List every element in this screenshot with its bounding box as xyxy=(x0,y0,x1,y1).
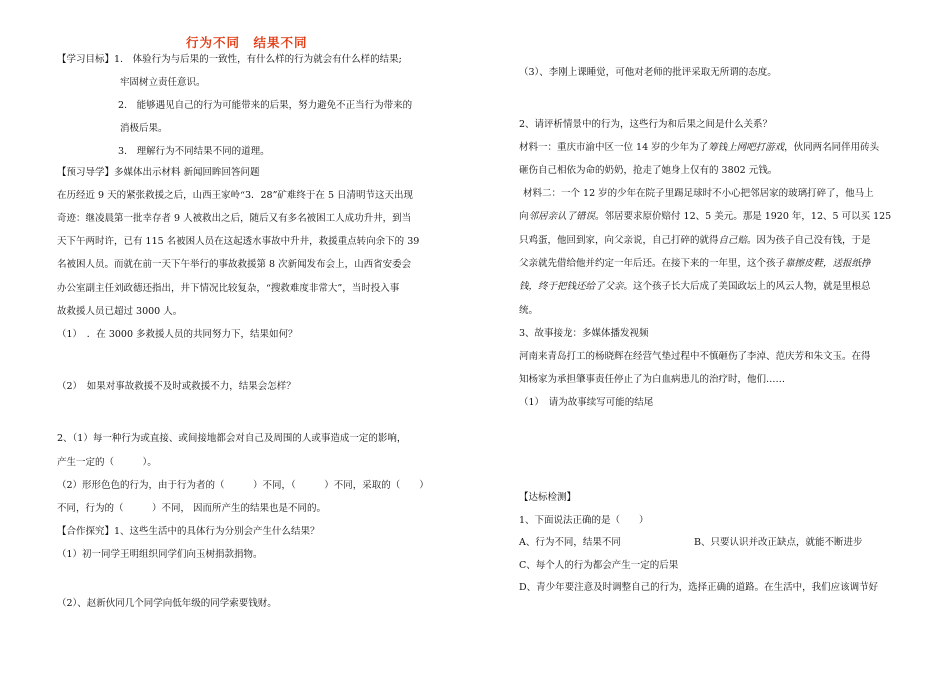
story-line-2: 知杨家为承担肇事责任停止了为白血病患儿的治疗时，他们…… xyxy=(519,374,786,385)
material-1-suffix: ，伙同两名同伴用砖头 xyxy=(784,142,880,153)
question-2: （2） 如果对事故救援不及时或救援不力，结果会怎样？ xyxy=(57,381,296,392)
material-2-l2-prefix: 向 xyxy=(519,211,529,222)
material-2-l2-italic: 邻居亲认了错误 xyxy=(528,211,596,222)
question-3: （3）、李刚上课睡觉，可他对老师的批评采取无所谓的态度。 xyxy=(519,67,777,78)
news-line-3: 天下午两时许，已有 115 名被困人员在这起透水事故中升井，救援重点转向余下的 39 xyxy=(57,236,420,247)
news-line-2: 奇迹：继凌晨第一批幸存者 9 人被救出之后，随后又有多名被困工人成功升井，到当 xyxy=(57,213,412,224)
preview-label: 【预习导学】 xyxy=(57,167,115,178)
option-d: D、青少年要注意及时调整自己的行为，选择正确的道路。在生活中，我们应该调节好 xyxy=(519,582,879,593)
material-2-l5-suffix: 。这个孩子长大后成了美国政坛上的风云人物，就是里根总 xyxy=(623,281,871,292)
option-a: A、行为不同，结果不同 xyxy=(519,537,621,548)
material-2-line-1: 材料二：一个 12 岁的少年在院子里踢足球时不小心把邻居家的玻璃打碎了，他马上 xyxy=(523,188,874,199)
item2-line-3: （2）形形色色的行为，由于行为者的（ ）不同，（ ）不同，采取的（ ） xyxy=(57,480,429,491)
item2-prompt: 2、请评析情景中的行为，这些行为和后果之间是什么关系？ xyxy=(519,119,773,130)
material-1-prefix: 材料一：重庆市渝中区一位 14 岁的少年为了 xyxy=(519,142,709,153)
objectives-label: 【学习目标】 xyxy=(57,54,115,65)
objective-3: 3. 理解行为不同结果不同的道理。 xyxy=(118,146,270,157)
preview-text: 多媒体出示材料 新闻回眸回答问题 xyxy=(114,167,260,178)
material-1-line-1 xyxy=(519,142,879,154)
coop-line xyxy=(57,526,320,538)
material-1-italic: 筹钱上网吧打游戏 xyxy=(708,142,785,153)
page-title: 行为不同 结果不同 xyxy=(186,35,308,50)
question-1: （1） ．在 3000 多救援人员的共同努力下，结果如何？ xyxy=(57,329,298,340)
material-2-line-3 xyxy=(519,235,871,247)
news-line-4: 名被困人员。而就在前一天下午举行的事故救援第 8 次新闻发布会上，山西省安委会 xyxy=(57,259,412,270)
objective-2: 2. 能够遇见自己的行为可能带来的后果，努力避免不正当行为带来的 xyxy=(118,100,413,111)
news-line-6: 故救援人员已超过 3000 人。 xyxy=(57,306,183,317)
material-2-l3-prefix: 只鸡蛋，他回到家，向父亲说，自己打碎的就得 xyxy=(519,235,719,246)
coop-text: 1、这些生活中的具体行为分别会产生什么结果？ xyxy=(114,526,320,537)
item3-heading: 3、故事接龙：多媒体播发视频 xyxy=(519,328,649,339)
item2-line-2: 产生一定的（ ）。 xyxy=(57,457,157,468)
coop-label: 【合作探究】 xyxy=(57,526,115,537)
objective-1: 1. 体验行为与后果的一致性，有什么样的行为就会有什么样的结果; xyxy=(114,54,402,65)
option-c: C、每个人的行为都会产生一定的后果 xyxy=(519,560,679,571)
objectives-line-1 xyxy=(57,54,402,66)
material-2-l4-italic: 靠擦皮鞋，送报纸挣 xyxy=(785,258,871,269)
preview-line xyxy=(57,167,260,179)
option-b: B、只要认识并改正缺点，就能不断进步 xyxy=(694,537,863,548)
material-2-l5-italic: 钱，终于把钱还给了父亲 xyxy=(519,281,624,292)
material-2-line-5 xyxy=(519,281,871,293)
item2-line-4: 不同，行为的（ ）不同， 因而所产生的结果也是不同的。 xyxy=(57,503,327,514)
story-question: （1） 请为故事续写可能的结尾 xyxy=(519,397,654,408)
material-1-line-2: 砸伤自己相依为命的奶奶，抢走了她身上仅有的 3802 元钱。 xyxy=(519,165,778,176)
news-line-1: 在历经近 9 天的紧张救援之后，山西王家岭“3．28”矿难终于在 5 日清明节这天出现 xyxy=(57,190,414,201)
story-line-1: 河南来青岛打工的杨晓辉在经营气垫过程中不慎砸伤了李淖、范庆芳和朱文玉。在得 xyxy=(519,351,871,362)
material-2-l4-text: 父亲就先借给他并约定一年后还。在接下来的一年里，这个孩子 xyxy=(519,258,786,269)
objective-2-cont: 消极后果。 xyxy=(120,123,168,134)
check-label: 【达标检测】 xyxy=(519,492,577,503)
material-2-line-4 xyxy=(519,258,871,270)
material-2-l3-suffix: 。因为孩子自己没有钱，于是 xyxy=(747,235,871,246)
coop-item-1: （1）初一同学王明组织同学们向玉树捐款捐物。 xyxy=(57,549,263,560)
material-2-l3-italic: 自己赔 xyxy=(718,235,748,246)
coop-item-2: （2）、赵新伙同几个同学向低年级的同学索要钱财。 xyxy=(57,598,277,609)
material-2-line-2 xyxy=(519,211,891,223)
item2-line-1: 2、（1）每一种行为或直接、或间接地都会对自己及周围的人或事造成一定的影响， xyxy=(57,433,407,444)
objective-1-cont: 牢固树立责任意识。 xyxy=(120,77,206,88)
material-2-line-6: 统。 xyxy=(519,305,539,316)
material-2-l2-suffix: 。邻居要求原价赔付 12、5 美元。那是 1920 年，12、5 可以买 125 xyxy=(595,211,892,222)
check-question-1: 1、下面说法正确的是（ ） xyxy=(519,515,649,526)
news-line-5: 办公室副主任刘政德还指出，井下情况比较复杂，“搜救难度非常大”，当时投入事 xyxy=(57,283,400,294)
